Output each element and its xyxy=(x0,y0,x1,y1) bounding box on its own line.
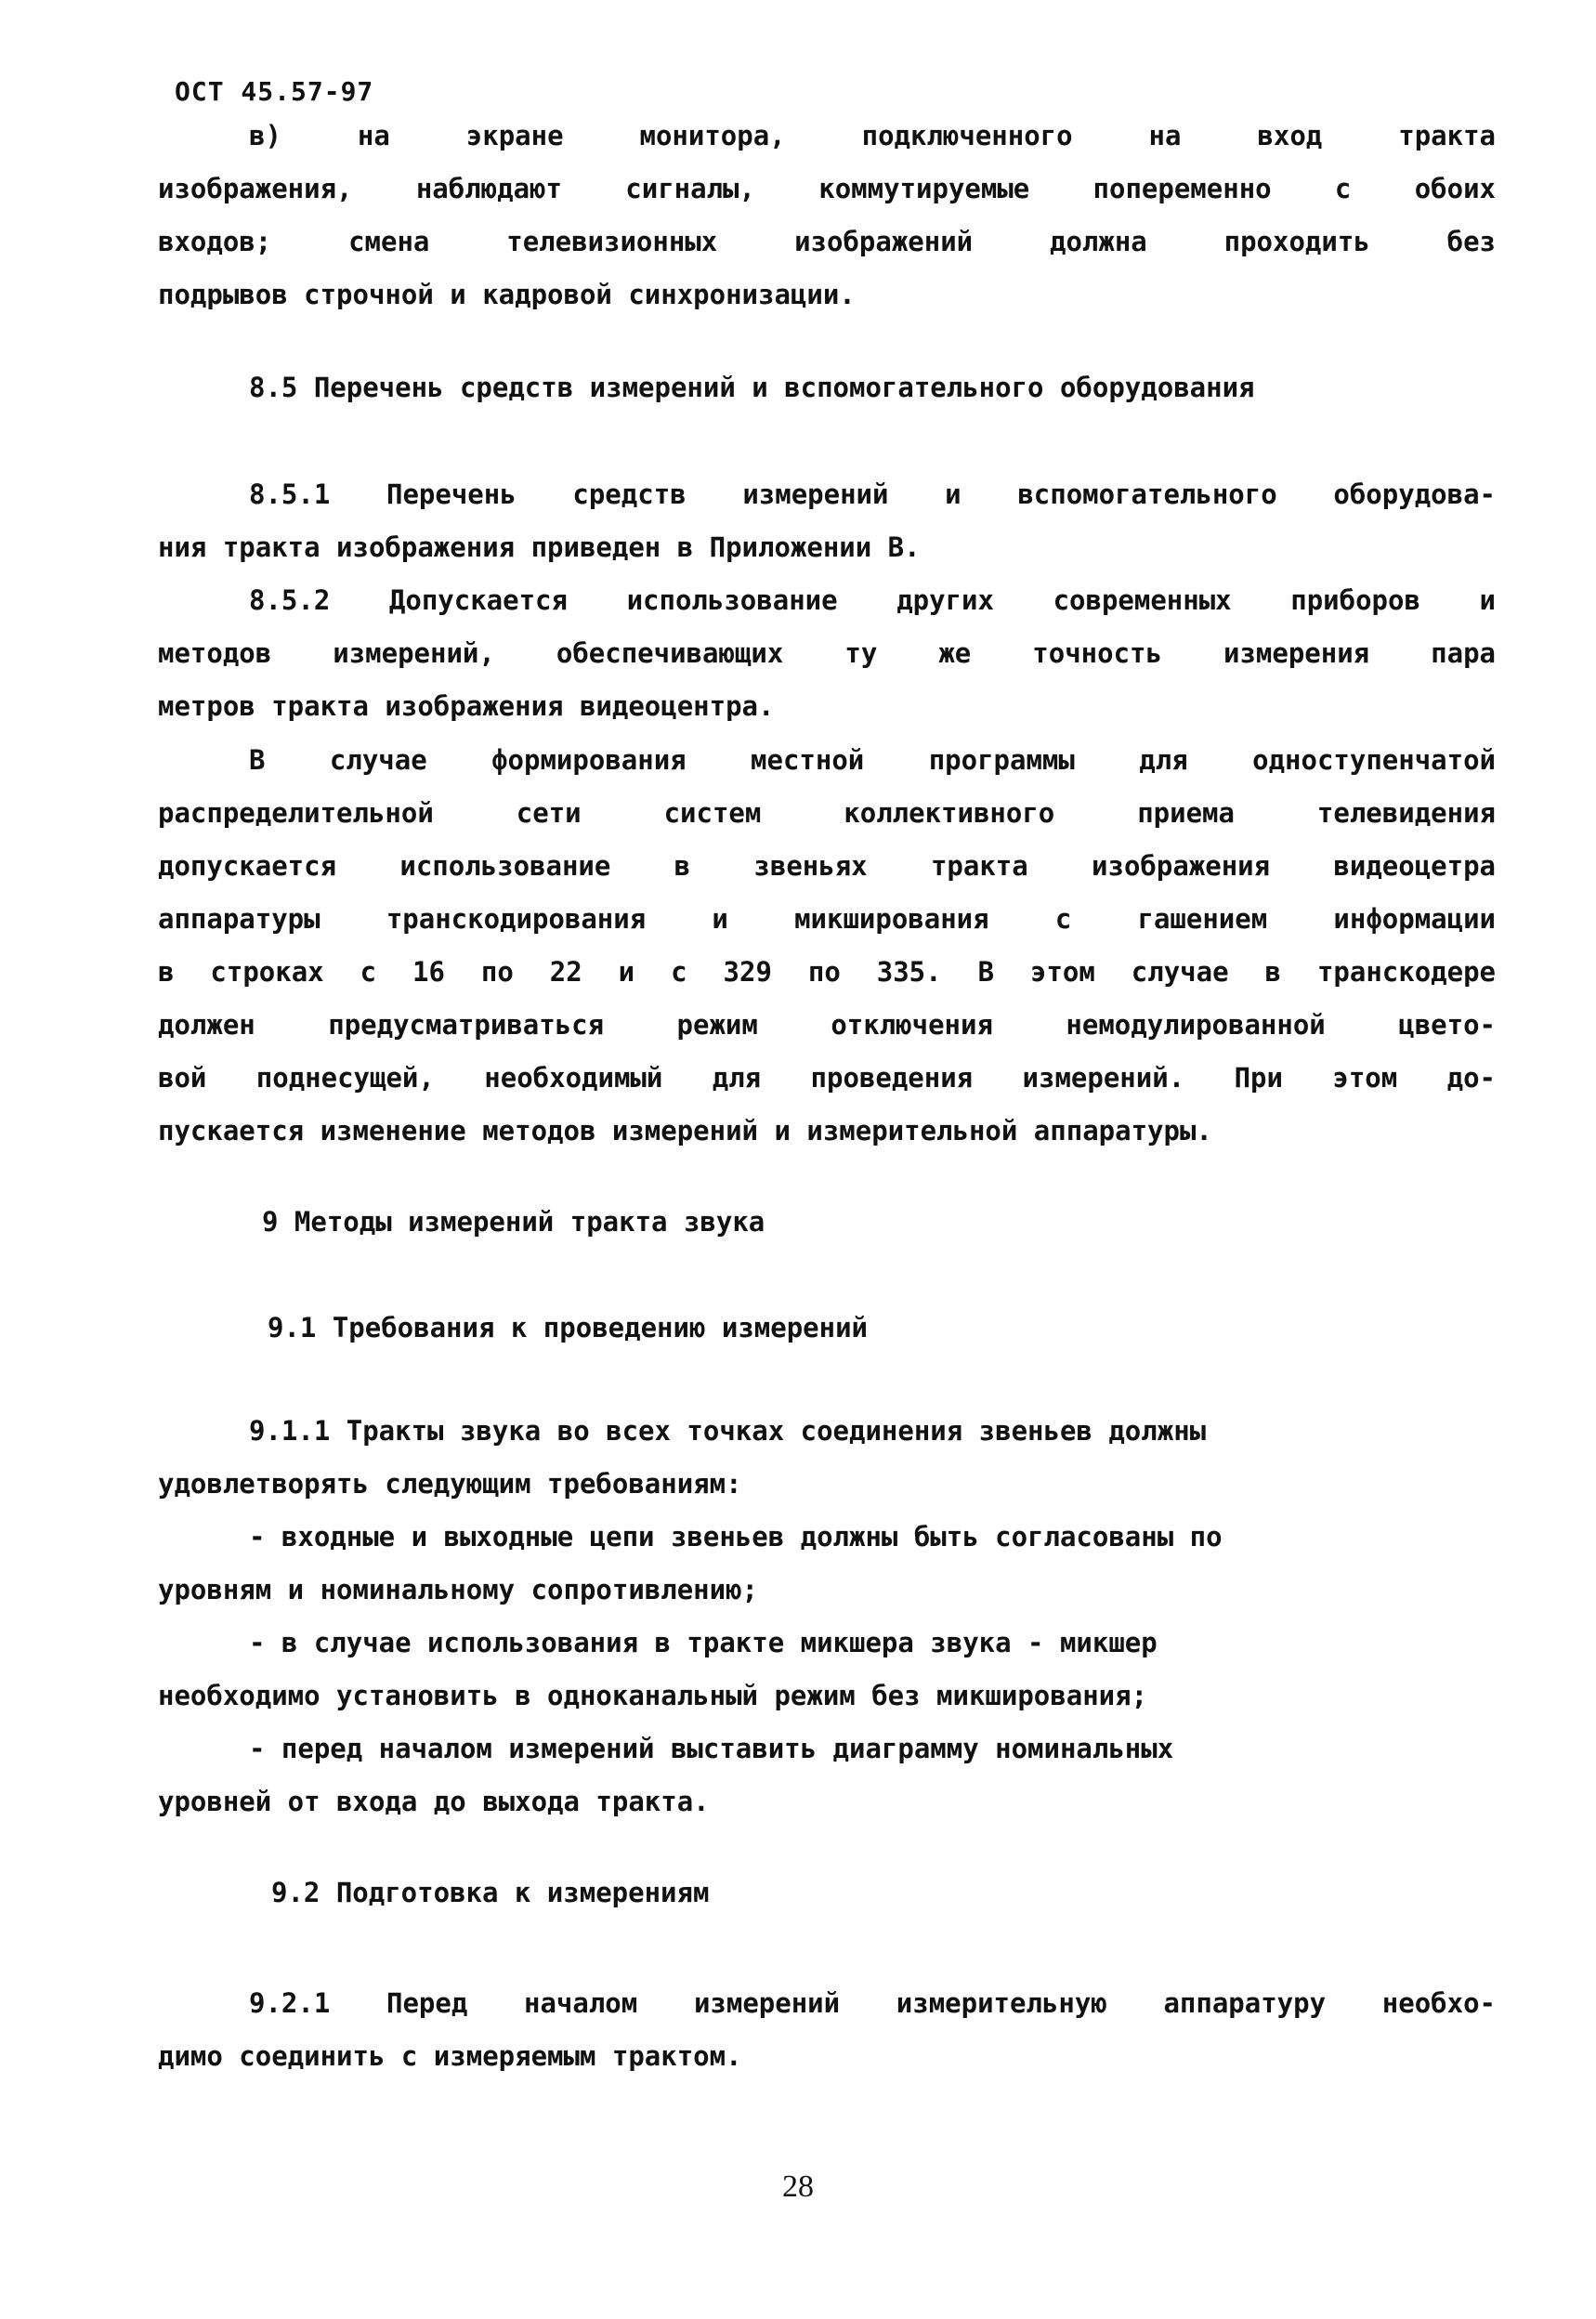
text-line: удовлетворять следующим требованиям: xyxy=(158,1468,742,1500)
text-line: подрывов строчной и кадровой синхронизации. xyxy=(158,279,856,310)
text-line: методов измерений, обеспечивающих ту же точность измерения пара xyxy=(158,637,1496,669)
text-line: пускается изменение методов измерений и измерительной аппаратуры. xyxy=(158,1115,1212,1146)
text-line: димо соединить с измеряемым трактом. xyxy=(158,2040,742,2072)
text-line: уровней от входа до выхода тракта. xyxy=(158,1786,710,1817)
paragraph-item-v xyxy=(158,110,1496,321)
page-number: 28 xyxy=(782,2169,814,2204)
text-line: в) на экране монитора, подключенного на вход тракта xyxy=(249,120,1496,151)
paragraph-9-2-1 xyxy=(158,1977,1496,2083)
text-line: в строках с 16 по 22 и с 329 по 335. В этом случае в транскодере xyxy=(158,956,1496,988)
text-line: В случае формирования местной программы для одноступенчатой xyxy=(249,744,1496,776)
paragraph-8-5-1 xyxy=(158,468,1496,574)
text-line: 9.2.1 Перед началом измерений измерительную аппаратуру необхо- xyxy=(249,1987,1496,2019)
section-heading-9-2: 9.2 Подготовка к измерениям xyxy=(271,1877,710,1908)
paragraph-local-program xyxy=(158,734,1496,1158)
text-line: метров тракта изображения видеоцентра. xyxy=(158,690,775,722)
text-line: должен предусматриваться режим отключения немодулированной цвето- xyxy=(158,1009,1496,1041)
document-code-header: ОСТ 45.57-97 xyxy=(175,76,374,107)
paragraph-8-5-2 xyxy=(158,574,1496,733)
text-line: - перед началом измерений выставить диаграмму номинальных xyxy=(249,1733,1174,1764)
text-line: допускается использование в звеньях тракта изображения видеоцетра xyxy=(158,850,1496,882)
text-line: распределительной сети систем коллективного приема телевидения xyxy=(158,797,1496,829)
text-line: уровням и номинальному сопротивлению; xyxy=(158,1574,759,1605)
text-line: 8.5.1 Перечень средств измерений и вспомогательного оборудова- xyxy=(249,478,1496,510)
section-heading-9: 9 Методы измерений тракта звука xyxy=(262,1206,765,1238)
text-line: вой поднесущей, необходимый для проведения измерений. При этом до- xyxy=(158,1062,1496,1094)
section-heading-8-5: 8.5 Перечень средств измерений и вспомогательного оборудования xyxy=(249,372,1255,403)
text-line: 9.1.1 Тракты звука во всех точках соединения звеньев должны xyxy=(249,1415,1207,1447)
paragraph-9-1-1 xyxy=(158,1405,1496,1828)
text-line: - входные и выходные цепи звеньев должны быть согласованы по xyxy=(249,1521,1223,1553)
text-line: аппаратуры транскодирования и микширования с гашением информации xyxy=(158,903,1496,935)
text-line: необходимо установить в одноканальный режим без микширования; xyxy=(158,1680,1148,1711)
text-line: ния тракта изображения приведен в Приложении В. xyxy=(158,531,921,563)
text-line: 8.5.2 Допускается использование других современных приборов и xyxy=(249,584,1496,616)
text-line: - в случае использования в тракте микшера звука - микшер xyxy=(249,1627,1158,1658)
section-heading-9-1: 9.1 Требования к проведению измерений xyxy=(268,1312,869,1343)
text-line: изображения, наблюдают сигналы, коммутируемые попеременно с обоих xyxy=(158,173,1496,204)
text-line: входов; смена телевизионных изображений должна проходить без xyxy=(158,226,1496,257)
